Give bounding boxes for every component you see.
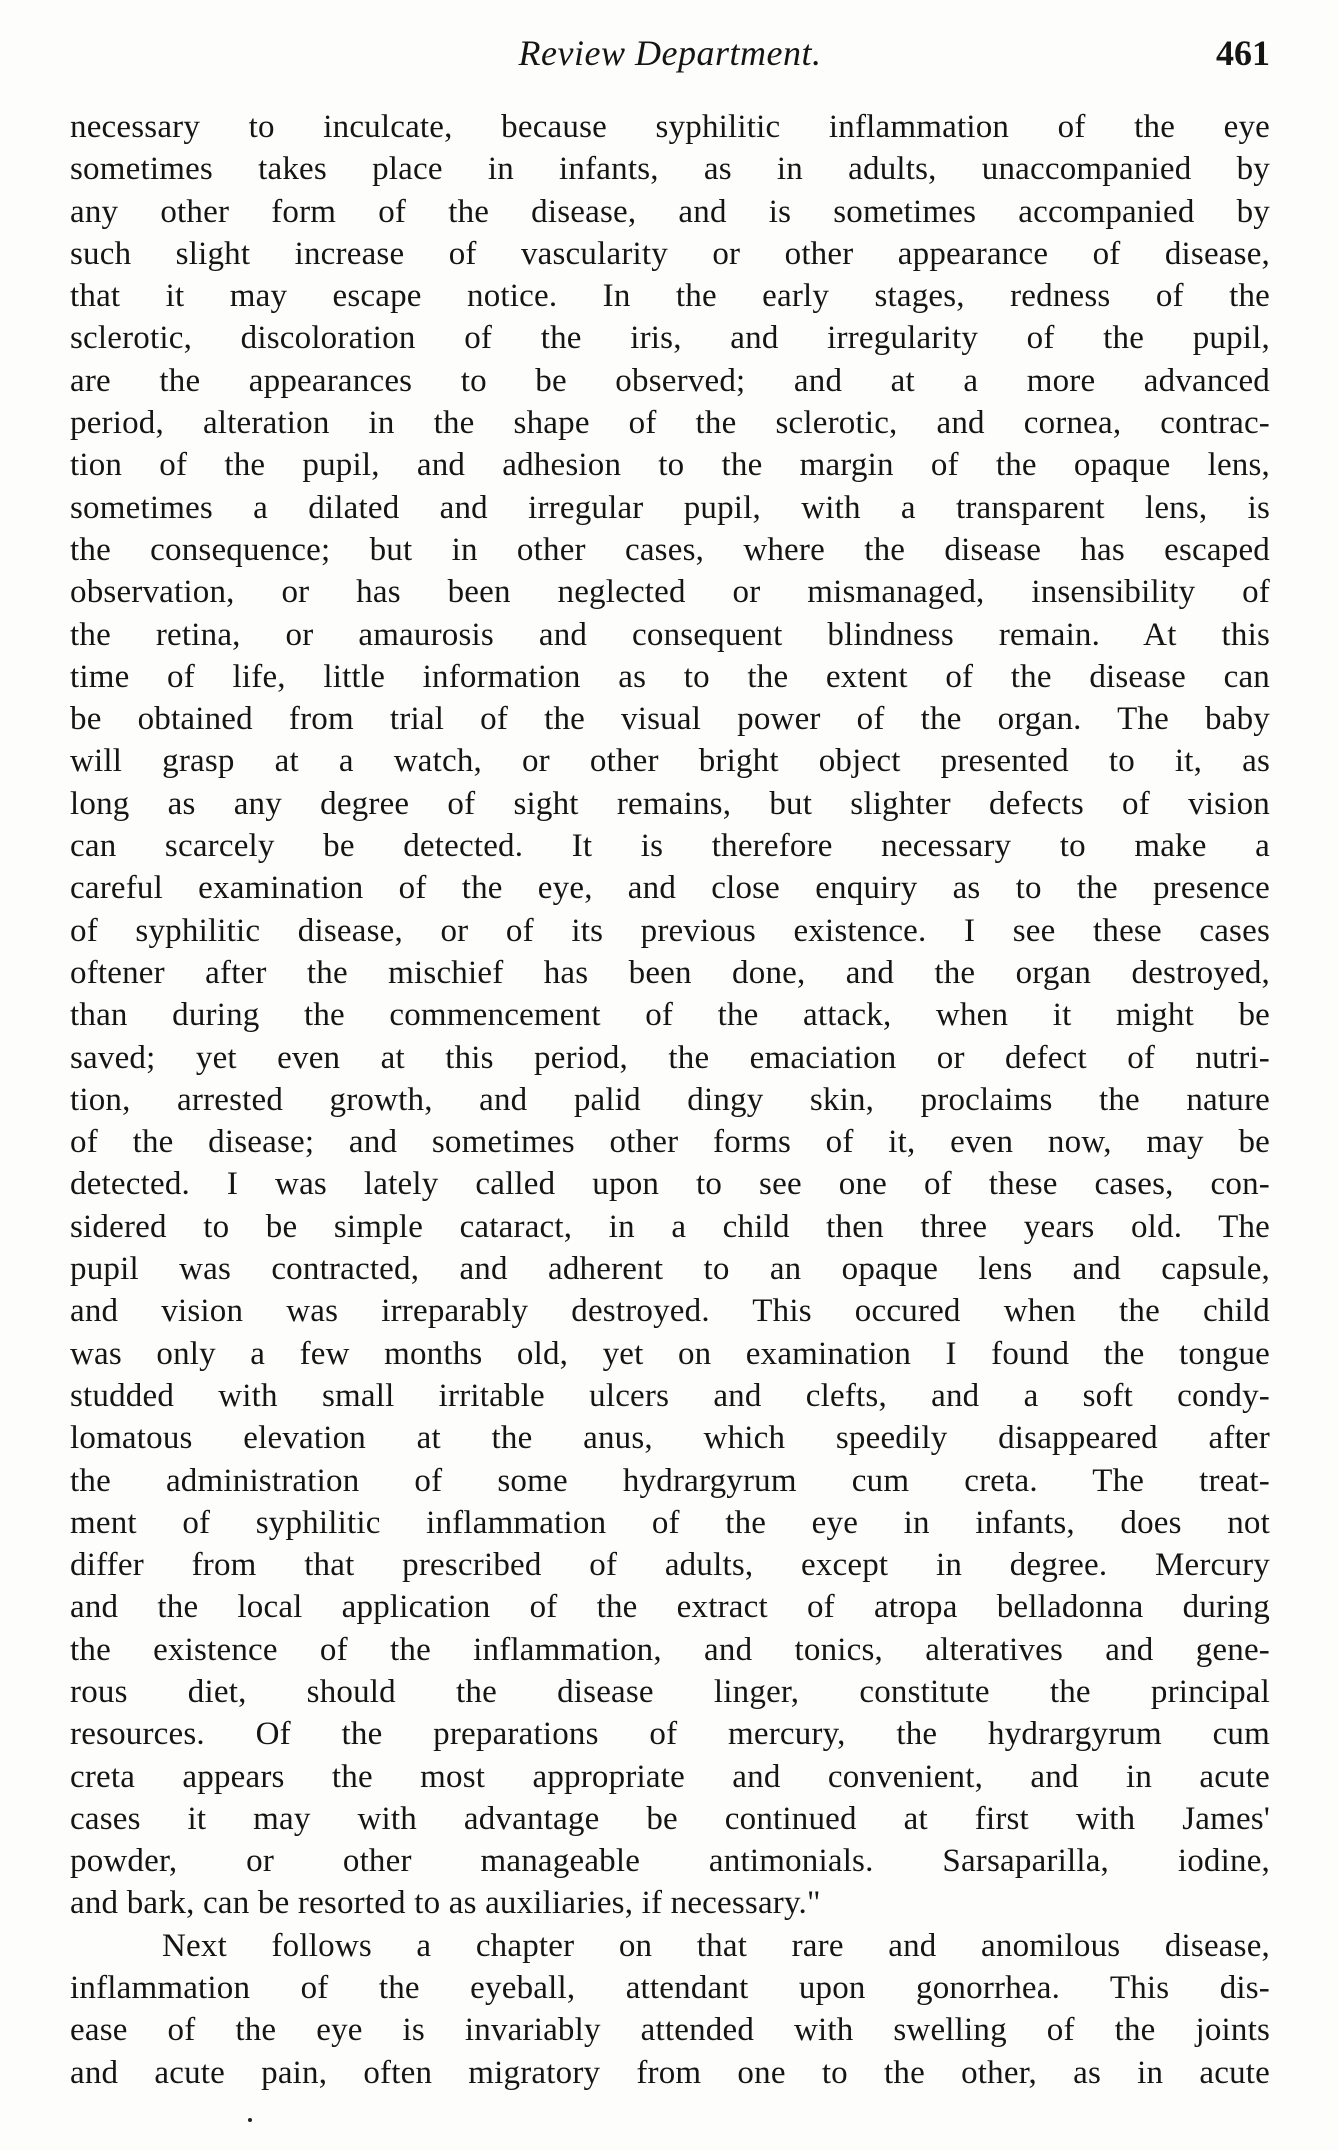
text-line: necessary to inculcate, because syphilitic inflammation of the eye	[70, 109, 1270, 145]
text-line: sometimes a dilated and irregular pupil, with a transparent lens, is	[70, 489, 1270, 526]
text-line: will grasp at a watch, or other bright object presented to it, as	[70, 743, 1270, 780]
text-line: sclerotic, discoloration of the iris, and irregularity of the pupil,	[70, 320, 1270, 357]
text-line: studded with small irritable ulcers and clefts, and a soft condy-	[70, 1377, 1270, 1414]
text-line: observation, or has been neglected or mismanaged, insensibility of	[70, 574, 1270, 611]
text-line: of syphilitic disease, or of its previous existence. I see these cases	[70, 912, 1270, 949]
text-line: cases it may with advantage be continued at first with James'	[70, 1800, 1270, 1837]
text-line: sometimes takes place in infants, as in adults, unaccompanied by	[70, 151, 1270, 188]
text-line: detected. I was lately called upon to see one of these cases, con-	[70, 1166, 1270, 1203]
text-line: was only a few months old, yet on examination I found the tongue	[70, 1335, 1270, 1372]
text-line: and bark, can be resorted to as auxiliaries, if necessary."	[70, 1885, 821, 1922]
text-line: the consequence; but in other cases, where the disease has escaped	[70, 531, 1270, 568]
running-head: Review Department.	[518, 33, 822, 73]
text-line: tion of the pupil, and adhesion to the margin of the opaque lens,	[70, 447, 1270, 484]
text-line: ease of the eye is invariably attended with swelling of the joints	[70, 2012, 1270, 2049]
text-line: and acute pain, often migratory from one to the other, as in acute	[70, 2054, 1270, 2091]
text-line: the retina, or amaurosis and consequent blindness remain. At this	[70, 616, 1270, 653]
text-line: be obtained from trial of the visual power of the organ. The baby	[70, 701, 1270, 738]
text-line: differ from that prescribed of adults, except in degree. Mercury	[70, 1547, 1270, 1584]
text-line: the administration of some hydrargyrum cum creta. The treat-	[70, 1462, 1270, 1499]
text-line: period, alteration in the shape of the sclerotic, and cornea, contrac-	[70, 405, 1270, 442]
text-line: careful examination of the eye, and close enquiry as to the presence	[70, 870, 1270, 907]
text-line: of the disease; and sometimes other forms of it, even now, may be	[70, 1124, 1270, 1161]
text-line: creta appears the most appropriate and convenient, and in acute	[70, 1758, 1270, 1795]
text-line: pupil was contracted, and adherent to an opaque lens and capsule,	[70, 1251, 1270, 1288]
text-line: any other form of the disease, and is sometimes accompanied by	[70, 193, 1270, 230]
page-header	[70, 28, 1270, 78]
text-line: are the appearances to be observed; and at a more advanced	[70, 362, 1270, 399]
paragraph-first-line: Next follows a chapter on that rare and anomilous disease,	[162, 1927, 1270, 1964]
text-line: time of life, little information as to the extent of the disease can	[70, 658, 1270, 695]
text-line: saved; yet even at this period, the emaciation or defect of nutri-	[70, 1039, 1270, 1076]
body-text	[70, 106, 1270, 2094]
ink-speck	[248, 2118, 252, 2122]
text-line: resources. Of the preparations of mercury, the hydrargyrum cum	[70, 1716, 1270, 1753]
text-line: long as any degree of sight remains, but slighter defects of vision	[70, 785, 1270, 822]
text-line: and vision was irreparably destroyed. This occured when the child	[70, 1293, 1270, 1330]
page-number: 461	[1216, 33, 1270, 73]
text-line: powder, or other manageable antimonials. Sarsaparilla, iodine,	[70, 1843, 1270, 1880]
text-line: that it may escape notice. In the early stages, redness of the	[70, 278, 1270, 315]
text-line: rous diet, should the disease linger, constitute the principal	[70, 1673, 1270, 1710]
text-line: such slight increase of vascularity or other appearance of disease,	[70, 235, 1270, 272]
text-line: can scarcely be detected. It is therefore necessary to make a	[70, 828, 1270, 865]
text-line: and the local application of the extract of atropa belladonna during	[70, 1589, 1270, 1626]
text-line: sidered to be simple cataract, in a child then three years old. The	[70, 1208, 1270, 1245]
text-line: than during the commencement of the attack, when it might be	[70, 997, 1270, 1034]
text-line: lomatous elevation at the anus, which speedily disappeared after	[70, 1420, 1270, 1457]
text-line: ment of syphilitic inflammation of the eye in infants, does not	[70, 1504, 1270, 1541]
text-line: oftener after the mischief has been done, and the organ destroyed,	[70, 954, 1270, 991]
text-line: tion, arrested growth, and palid dingy skin, proclaims the nature	[70, 1081, 1270, 1118]
text-line: inflammation of the eyeball, attendant upon gonorrhea. This dis-	[70, 1970, 1270, 2007]
text-line: the existence of the inflammation, and tonics, alteratives and gene-	[70, 1631, 1270, 1668]
